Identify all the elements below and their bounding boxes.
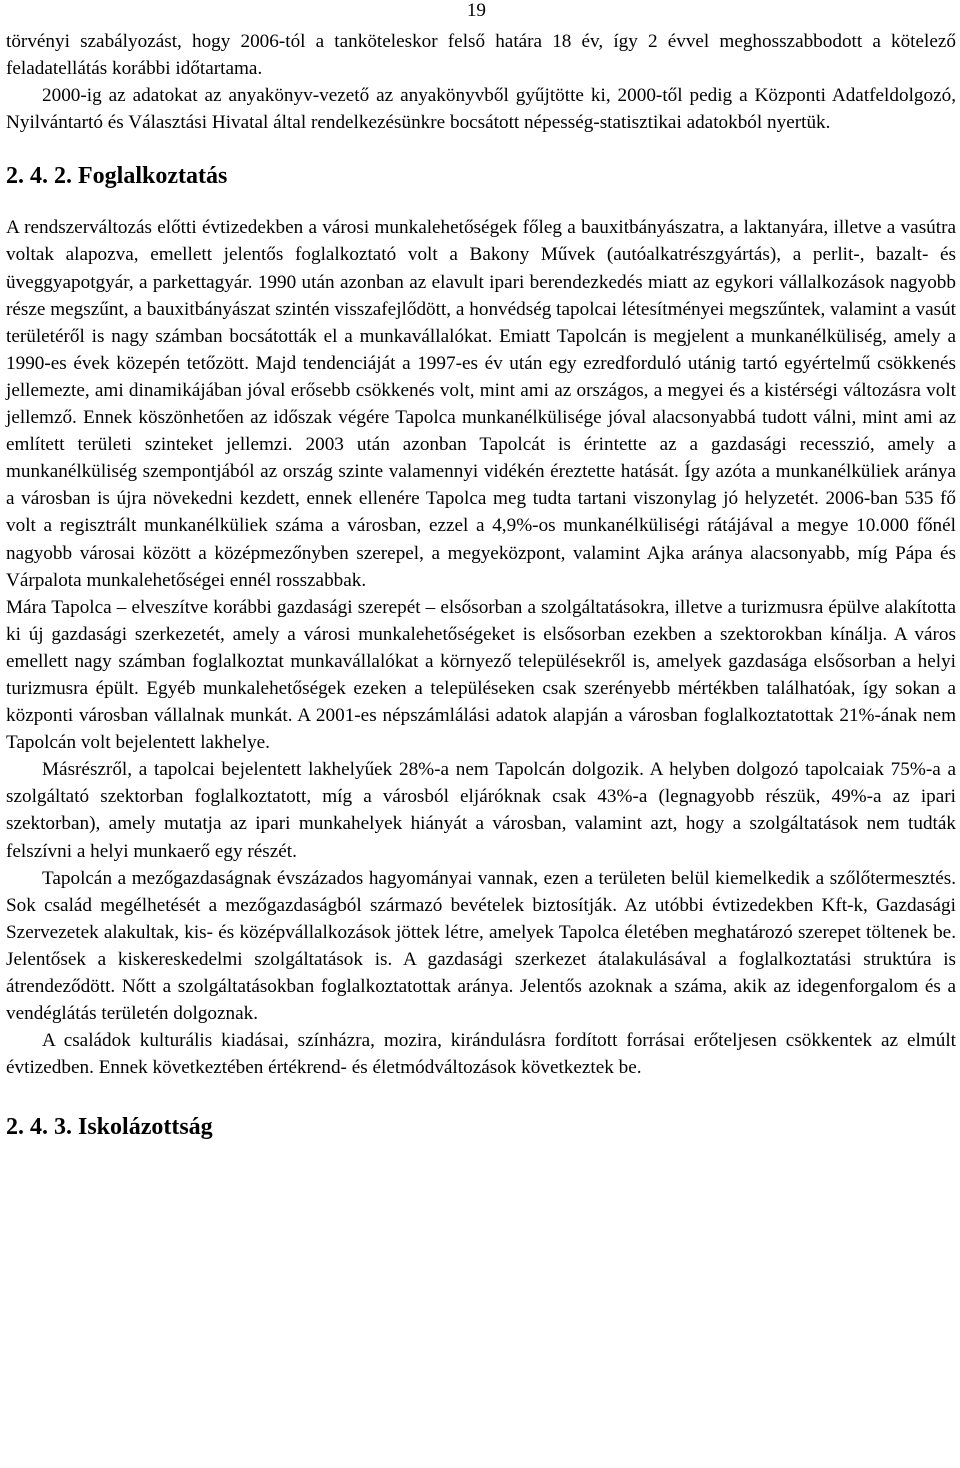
foglalkoztatas-paragraph-2: Mára Tapolca – elveszítve korábbi gazdasági szerepét – elsősorban a szolgáltatásokra, illetve a turizmusra épülve alakította ki új gazdasági szerkezetét, amely a városi munkalehetőségeket is elsősorban ezekben a szektorokban kínálja. A város emellett nagy számban foglalkoztat munkavállalókat a környező településekről is, amelyek gazdasága elsősorban a helyi turizmusra épült. Egyéb munkalehetőségek ezeken a településeken csak szerényebb mértékben találhatóak, így sokan a központi városban vállalnak munkát. A 2001-es népszámlálási adatok alapján a városban foglalkoztatottak 21%-ának nem Tapolcán volt bejelentett lakhelye.	[6, 596, 956, 754]
intro-paragraph-1: törvényi szabályozást, hogy 2006-tól a tanköteleskor felső határa 18 év, így 2 évvel meghosszabbodott a kötelező feladatellátás korábbi időtartama.	[6, 31, 956, 80]
page-content	[6, 28, 956, 1141]
section-heading-foglalkoztatas: 2. 4. 2. Foglalkoztatás	[6, 163, 228, 190]
foglalkoztatas-paragraph-5: A családok kulturális kiadásai, színházra, mozira, kirándulásra fordított forrásai erőteljesen csökkentek az elmúlt évtizedben. Ennek következtében értékrend- és életmódváltozások következtek be.	[6, 1030, 956, 1079]
foglalkoztatas-paragraph-1: A rendszerváltozás előtti évtizedekben a városi munkalehetőségek főleg a bauxitbányászatra, a laktanyára, illetve a vasútra voltak alapozva, emellett jelentős foglalkoztató volt a Bakony Művek (autóalkatrészgyártás), a perlit-, bazalt- és üveggyapotgyár, a parkettagyár. 1990 után azonban az elavult ipari berendezkedés miatt az egykori vállalkozások nagyobb része megszűnt, a bauxitbányászat szintén visszafejlődött, a honvédség tapolcai létesítményei megszűntek, valamint a vasút területéről is nagy számban bocsátották el a munkavállalókat. Emiatt Tapolcán is megjelent a munkanélküliség, amely a 1990-es évek közepén tetőzött. Majd tendenciáját a 1997-es év után egy ezredforduló utánig tartó egyértelmű csökkenés jellemezte, ami dinamikájában jóval erősebb csökkenés volt, mint ami az országos, a megyei és a kistérségi változásra volt jellemző. Ennek köszönhetően az időszak végére Tapolca munkanélkülisége jóval alacsonyabbá tudott válni, mint ami az említett területi szinteket jellemzi. 2003 után azonban Tapolcát is érintette az a gazdasági recesszió, amely a munkanélküliség szempontjából az ország szinte valamennyi vidékén éreztette hatását. Így azóta a munkanélküliek aránya a városban is újra növekedni kezdett, ennek ellenére Tapolca meg tudta tartani viszonylag jó helyzetét. 2006-ban 535 fő volt a regisztrált munkanélküliek száma a városban, ezzel a 4,9%-os munkanélküliségi rátájával a megye 10.000 főnél nagyobb városai között a középmezőnyben szerepel, a megyeközpont, valamint Ajka aránya alacsonyabb, míg Pápa és Várpalota munkalehetőségei ennél rosszabbak.	[6, 217, 956, 591]
intro-paragraph-2: 2000-ig az adatokat az anyakönyv-vezető az anyakönyvből gyűjtötte ki, 2000-től pedig a Központi Adatfeldolgozó, Nyilvántartó és Választási Hivatal által rendelkezésünkre bocsátott népesség-statisztikai adatokból nyertük.	[6, 85, 956, 134]
foglalkoztatas-paragraph-3: Másrészről, a tapolcai bejelentett lakhelyűek 28%-a nem Tapolcán dolgozik. A helyben dolgozó tapolcaiak 75%-a a szolgáltató szektorban foglalkoztatott, míg a városból eljáróknak csak 43%-a (legnagyobb részük, 49%-a az ipari szektorban), amely mutatja az ipari munkahelyek hiányát a városban, valamint azt, hogy a szolgáltatások nem tudták felszívni a helyi munkaerő egy részét.	[6, 759, 956, 862]
foglalkoztatas-paragraph-4: Tapolcán a mezőgazdaságnak évszázados hagyományai vannak, ezen a területen belül kiemelkedik a szőlőtermesztés. Sok család megélhetését a mezőgazdaságból származó bevételek biztosítják. Az utóbbi évtizedekben Kft-k, Gazdasági Szervezetek alakultak, kis- és középvállalkozások jöttek létre, amelyek Tapolca életében meghatározó szerepet töltenek be. Jelentősek a kiskereskedelmi szolgáltatások is. A gazdasági szerkezet átalakulásával a foglalkoztatási struktúra is átrendeződött. Nőtt a szolgáltatásokban foglalkoztatottak aránya. Jelentős azoknak a száma, akik az idegenforgalom és a vendéglátás területén dolgoznak.	[6, 867, 956, 1025]
section-heading-iskolazottsag: 2. 4. 3. Iskolázottság	[6, 1114, 213, 1141]
page-number: 19	[466, 0, 486, 21]
